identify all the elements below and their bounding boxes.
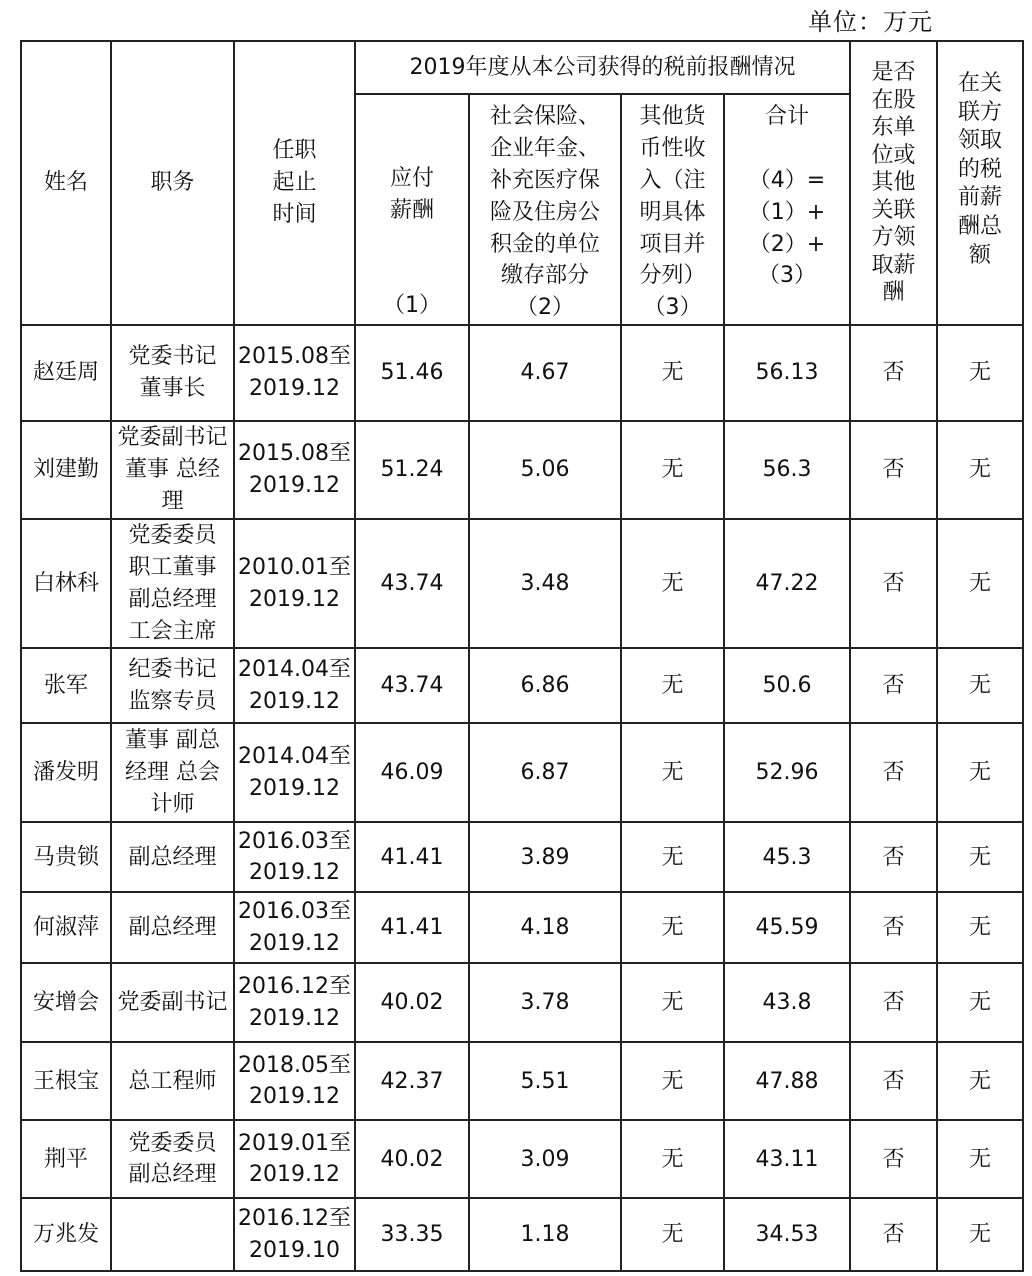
cell-name: 王根宝	[21, 1042, 111, 1120]
cell-position: 纪委书记 监察专员	[111, 648, 234, 723]
header-related-total: 在关 联方 领取 的税 前薪 酬总 额	[937, 41, 1023, 325]
cell-social: 6.87	[469, 723, 621, 822]
table-row	[21, 421, 1023, 519]
cell-other: 无	[621, 822, 724, 892]
cell-other: 无	[621, 325, 724, 421]
cell-other: 无	[621, 648, 724, 723]
cell-tenure: 2016.03至 2019.12	[234, 822, 355, 892]
cell-related-total: 无	[937, 1042, 1023, 1120]
table-row	[21, 648, 1023, 723]
table-row	[21, 822, 1023, 892]
cell-social: 3.09	[469, 1120, 621, 1198]
header-tenure: 任职 起止 时间	[234, 41, 355, 325]
cell-other: 无	[621, 1120, 724, 1198]
cell-related: 否	[850, 723, 937, 822]
cell-social: 1.18	[469, 1198, 621, 1271]
cell-related-total: 无	[937, 892, 1023, 963]
cell-position	[111, 1198, 234, 1271]
cell-position: 党委委员 副总经理	[111, 1120, 234, 1198]
cell-payable: 51.46	[355, 325, 469, 421]
table-row	[21, 723, 1023, 822]
cell-related-total: 无	[937, 723, 1023, 822]
header-position: 职务	[111, 41, 234, 325]
cell-position: 副总经理	[111, 892, 234, 963]
cell-related: 否	[850, 1120, 937, 1198]
cell-payable: 46.09	[355, 723, 469, 822]
cell-related-total: 无	[937, 1120, 1023, 1198]
cell-name: 刘建勤	[21, 421, 111, 519]
header-other: 其他货 币性收 入（注 明具体 项目并 分列） （3）	[621, 94, 724, 325]
cell-social: 5.51	[469, 1042, 621, 1120]
cell-other: 无	[621, 723, 724, 822]
cell-related-total: 无	[937, 519, 1023, 649]
cell-total: 56.3	[724, 421, 850, 519]
header-payable: 应付 薪酬 （1）	[355, 94, 469, 325]
cell-related-total: 无	[937, 421, 1023, 519]
cell-position: 党委副书记	[111, 963, 234, 1042]
cell-payable: 51.24	[355, 421, 469, 519]
cell-payable: 40.02	[355, 1120, 469, 1198]
cell-payable: 40.02	[355, 963, 469, 1042]
cell-related-total: 无	[937, 963, 1023, 1042]
cell-name: 何淑萍	[21, 892, 111, 963]
header-total: 合计 （4）= （1）+ （2）+ （3）	[724, 94, 850, 325]
cell-social: 4.18	[469, 892, 621, 963]
cell-social: 3.78	[469, 963, 621, 1042]
cell-social: 3.89	[469, 822, 621, 892]
cell-tenure: 2016.12至 2019.10	[234, 1198, 355, 1271]
cell-other: 无	[621, 963, 724, 1042]
compensation-table	[20, 40, 1024, 1272]
cell-total: 45.59	[724, 892, 850, 963]
cell-tenure: 2015.08至 2019.12	[234, 325, 355, 421]
cell-tenure: 2014.04至 2019.12	[234, 648, 355, 723]
table-row	[21, 1120, 1023, 1198]
cell-position: 党委副书记 董事 总经 理	[111, 421, 234, 519]
cell-other: 无	[621, 519, 724, 649]
cell-position: 董事 副总 经理 总会 计师	[111, 723, 234, 822]
cell-position: 副总经理	[111, 822, 234, 892]
cell-related: 否	[850, 421, 937, 519]
cell-tenure: 2019.01至 2019.12	[234, 1120, 355, 1198]
cell-name: 张军	[21, 648, 111, 723]
cell-related: 否	[850, 892, 937, 963]
cell-other: 无	[621, 421, 724, 519]
header-name: 姓名	[21, 41, 111, 325]
cell-tenure: 2018.05至 2019.12	[234, 1042, 355, 1120]
cell-name: 赵廷周	[21, 325, 111, 421]
cell-social: 3.48	[469, 519, 621, 649]
cell-payable: 43.74	[355, 648, 469, 723]
cell-related: 否	[850, 822, 937, 892]
table-row	[21, 892, 1023, 963]
cell-other: 无	[621, 1042, 724, 1120]
cell-total: 47.88	[724, 1042, 850, 1120]
header-social: 社会保险、 企业年金、 补充医疗保 险及住房公 积金的单位 缴存部分 （2）	[469, 94, 621, 325]
cell-related: 否	[850, 963, 937, 1042]
cell-total: 47.22	[724, 519, 850, 649]
cell-related-total: 无	[937, 325, 1023, 421]
cell-social: 5.06	[469, 421, 621, 519]
table-row	[21, 1198, 1023, 1271]
table-row	[21, 325, 1023, 421]
cell-total: 52.96	[724, 723, 850, 822]
cell-payable: 41.41	[355, 822, 469, 892]
cell-name: 安增会	[21, 963, 111, 1042]
cell-payable: 41.41	[355, 892, 469, 963]
cell-other: 无	[621, 1198, 724, 1271]
cell-position: 总工程师	[111, 1042, 234, 1120]
cell-name: 万兆发	[21, 1198, 111, 1271]
cell-total: 34.53	[724, 1198, 850, 1271]
cell-total: 50.6	[724, 648, 850, 723]
cell-payable: 42.37	[355, 1042, 469, 1120]
cell-tenure: 2015.08至 2019.12	[234, 421, 355, 519]
cell-other: 无	[621, 892, 724, 963]
cell-name: 马贵锁	[21, 822, 111, 892]
cell-related: 否	[850, 519, 937, 649]
header-row-1	[21, 41, 1023, 94]
cell-tenure: 2016.03至 2019.12	[234, 892, 355, 963]
cell-related: 否	[850, 648, 937, 723]
cell-related-total: 无	[937, 822, 1023, 892]
cell-total: 43.11	[724, 1120, 850, 1198]
cell-position: 党委书记 董事长	[111, 325, 234, 421]
cell-total: 43.8	[724, 963, 850, 1042]
table-row	[21, 1042, 1023, 1120]
cell-total: 56.13	[724, 325, 850, 421]
header-group: 2019年度从本公司获得的税前报酬情况	[355, 41, 850, 94]
cell-tenure: 2016.12至 2019.12	[234, 963, 355, 1042]
cell-tenure: 2010.01至 2019.12	[234, 519, 355, 649]
table-row	[21, 963, 1023, 1042]
cell-name: 荆平	[21, 1120, 111, 1198]
cell-name: 潘发明	[21, 723, 111, 822]
cell-related: 否	[850, 1042, 937, 1120]
cell-related: 否	[850, 1198, 937, 1271]
cell-name: 白林科	[21, 519, 111, 649]
table-row	[21, 519, 1023, 649]
cell-total: 45.3	[724, 822, 850, 892]
unit-label: 单位：万元	[808, 8, 933, 36]
cell-related-total: 无	[937, 648, 1023, 723]
cell-social: 6.86	[469, 648, 621, 723]
cell-position: 党委委员 职工董事 副总经理 工会主席	[111, 519, 234, 649]
cell-payable: 43.74	[355, 519, 469, 649]
header-related: 是否 在股 东单 位或 其他 关联 方领 取薪 酬	[850, 41, 937, 325]
cell-related: 否	[850, 325, 937, 421]
cell-payable: 33.35	[355, 1198, 469, 1271]
cell-social: 4.67	[469, 325, 621, 421]
cell-related-total: 无	[937, 1198, 1023, 1271]
cell-tenure: 2014.04至 2019.12	[234, 723, 355, 822]
